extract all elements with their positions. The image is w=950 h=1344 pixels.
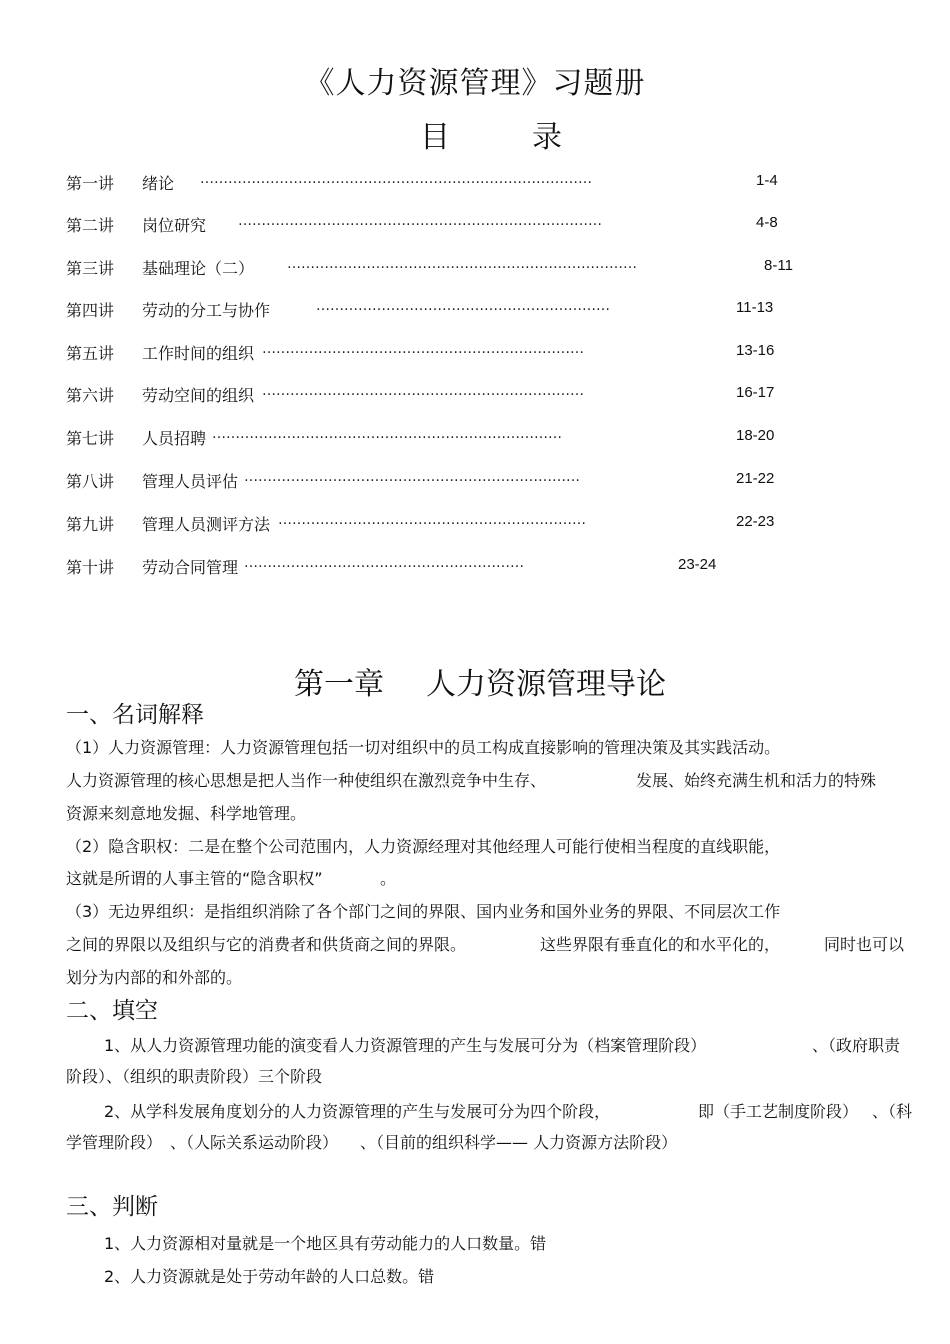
paragraph-line: 人力资源管理的核心思想是把人当作一种使组织在激烈竞争中生存、 [66,771,547,790]
section-heading: 三、判断 [66,1194,158,1220]
toc-name: 工作时间的组织 [142,344,255,363]
toc-page: 18-20 [736,427,775,444]
toc-page: 8-11 [764,257,793,274]
toc-leader: ………………………………………………………………… [287,256,637,272]
toc-heading-left: 目 [420,120,450,155]
toc-name: 管理人员测评方法 [142,515,271,534]
toc-name: 岗位研究 [142,216,207,235]
paragraph-line: 1、从人力资源管理功能的演变看人力资源管理的产生与发展可分为（档案管理阶段） [104,1036,707,1055]
toc-name: 绪论 [142,174,175,193]
toc-page: 1-4 [756,172,778,189]
toc-num: 第四讲 [66,301,115,320]
toc-num: 第七讲 [66,429,115,448]
paragraph-line: 同时也可以 [824,935,905,954]
chapter-title: 人力资源管理导论 [426,667,666,702]
paragraph-line: 划分为内部的和外部的。 [66,968,243,987]
toc-page: 13-16 [736,342,775,359]
toc-num: 第二讲 [66,216,115,235]
toc-num: 第十讲 [66,558,115,577]
paragraph-line: 、（科 [872,1102,913,1121]
document-title: 《人力资源管理》习题册 [304,66,646,101]
paragraph-line: 即（手工艺制度阶段） [698,1102,859,1121]
section-heading: 二、填空 [66,998,158,1024]
toc-num: 第六讲 [66,386,115,405]
paragraph-line: 资源来刻意地发掘、科学地管理。 [66,804,307,823]
toc-leader: …………………………………………………………………… [238,213,602,229]
toc-page: 4-8 [756,214,778,231]
paragraph-line: 、（目前的组织科学—— 人力资源方法阶段） [360,1133,678,1152]
toc-heading-right: 录 [532,120,562,155]
toc-num: 第三讲 [66,259,115,278]
toc-num: 第八讲 [66,472,115,491]
chapter-number: 第一章 [294,667,384,702]
toc-page: 11-13 [736,299,774,316]
paragraph-line: （1）人力资源管理：人力资源管理包括一切对组织中的员工构成直接影响的管理决策及其实践活动。 [66,738,781,757]
paragraph-line: 阶段）、（组织的职责阶段）三个阶段 [66,1067,323,1086]
paragraph-line: 2、从学科发展角度划分的人力资源管理的产生与发展可分为四个阶段， [104,1102,611,1121]
toc-name: 劳动的分工与协作 [142,301,271,320]
section-heading: 一、名词解释 [66,702,204,728]
paragraph-line: 1、人力资源相对量就是一个地区具有劳动能力的人口数量。错 [104,1234,547,1253]
paragraph-line: （2）隐含职权：二是在整个公司范围内，人力资源经理对其他经理人可能行使相当程度的直线职能， [66,837,781,856]
toc-leader: ……………………………………………………………… [244,469,580,485]
toc-leader: ………………………………………………………………………… [200,171,592,187]
toc-leader: …………………………………………………………… [262,383,584,399]
toc-num: 第九讲 [66,515,115,534]
toc-leader: ………………………………………………………………… [212,426,562,442]
paragraph-line: 这些界限有垂直化的和水平化的， [540,935,781,954]
paragraph-line: 、（政府职责 [812,1036,901,1055]
paragraph-line: 发展、始终充满生机和活力的特殊 [636,771,877,790]
toc-leader: …………………………………………………………… [262,341,584,357]
toc-page: 16-17 [736,384,775,401]
paragraph-line: 之间的界限以及组织与它的消费者和供货商之间的界限。 [66,935,467,954]
toc-leader: ……………………………………………………… [316,298,610,314]
paragraph-line: 这就是所谓的人事主管的“隐含职权” [66,869,323,888]
toc-name: 劳动合同管理 [142,558,239,577]
toc-page: 21-22 [736,470,775,487]
toc-page: 22-23 [736,513,775,530]
toc-name: 基础理论（二） [142,259,255,278]
paragraph-line: （3）无边界组织：是指组织消除了各个部门之间的界限、国内业务和国外业务的界限、不同层次工作 [66,902,781,921]
toc-leader: ………………………………………………………… [278,512,586,528]
toc-num: 第一讲 [66,174,115,193]
paragraph-line: 2、人力资源就是处于劳动年龄的人口总数。错 [104,1267,435,1286]
paragraph-line: 学管理阶段） [66,1133,163,1152]
paragraph-line: 。 [380,869,397,888]
toc-leader: …………………………………………………… [244,555,524,571]
toc-name: 人员招聘 [142,429,207,448]
toc-num: 第五讲 [66,344,115,363]
paragraph-line: 、（人际关系运动阶段） [170,1133,339,1152]
toc-name: 管理人员评估 [142,472,239,491]
toc-name: 劳动空间的组织 [142,386,255,405]
toc-page: 23-24 [678,556,717,573]
